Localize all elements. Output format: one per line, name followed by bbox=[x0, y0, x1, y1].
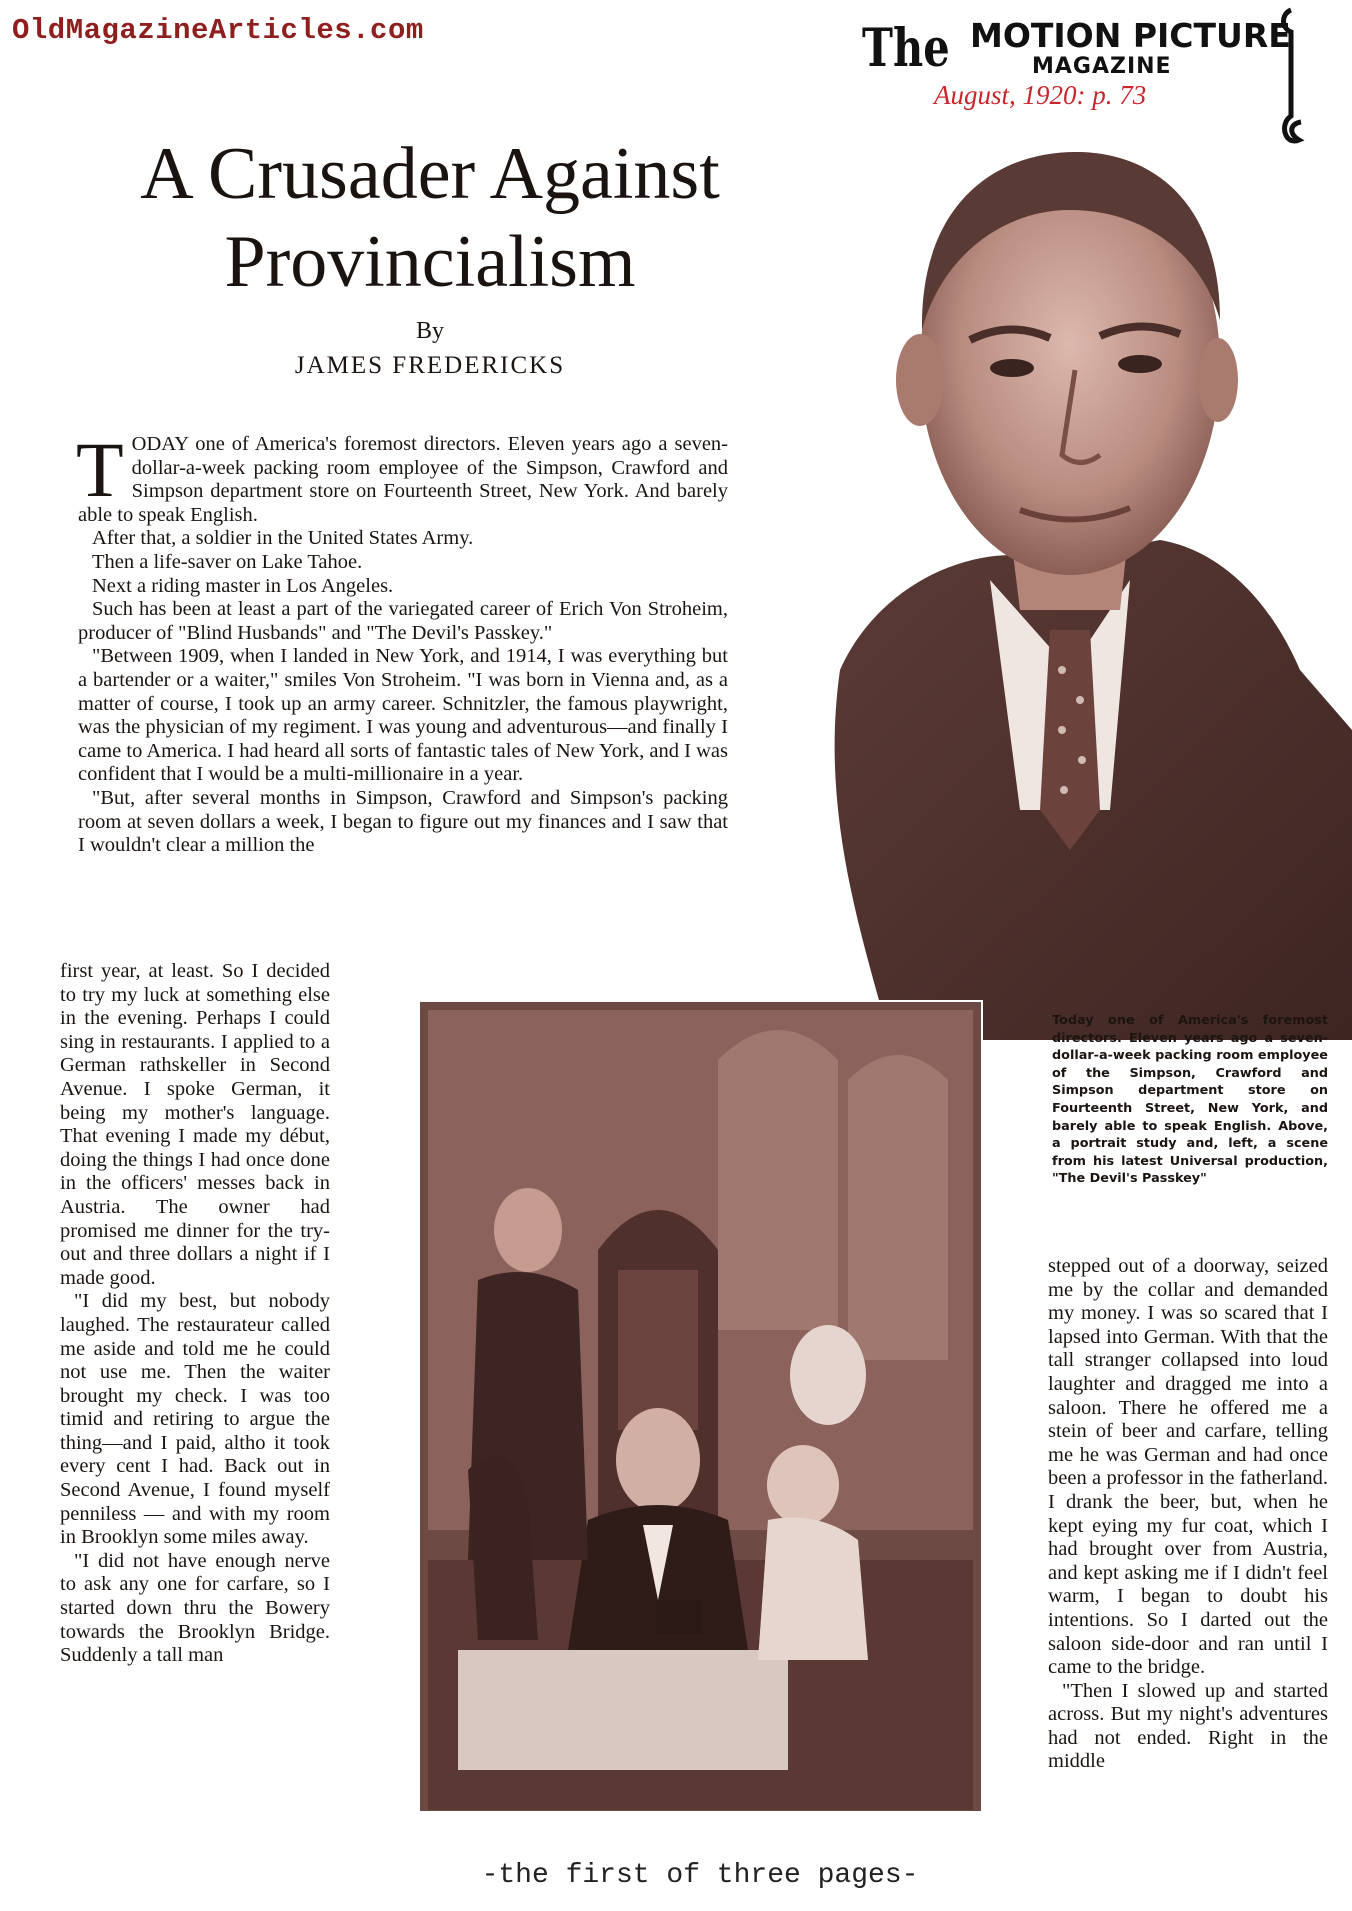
scene-photo bbox=[418, 1000, 983, 1813]
portrait-photo bbox=[800, 110, 1352, 1040]
article-paragraph: After that, a soldier in the United States Army. bbox=[92, 527, 474, 550]
article-paragraph: "Then I slowed up and started across. But my night's adventures had not ended. Right in the middle bbox=[1048, 1679, 1328, 1773]
masthead-logo-title: MOTION PICTURE bbox=[970, 16, 1291, 55]
article-paragraph: "But, after several months in Simpson, Crawford and Simpson's packing room at seven dollars a week, I began to figure out my finances and I saw that I wouldn't clear a million the bbox=[78, 786, 728, 857]
page-footer: -the first of three pages- bbox=[481, 1860, 919, 1891]
masthead-logo-sub: MAGAZINE bbox=[1032, 54, 1172, 79]
drop-cap: T bbox=[76, 426, 124, 513]
photo-caption: Today one of America's foremost directors. Eleven years ago a seven-dollar-a-week packing room employee of the Simpson, Crawford and Simpson department store on Fourteenth Street, New York, and barely able to speak English. Above, a portrait study and, left, a scene from his latest Universal production, "The Devil's Passkey" bbox=[1052, 1013, 1328, 1187]
article-paragraph: Such has been at least a part of the variegated career of Erich Von Stroheim, producer of "Blind Husbands" and "The Devil's Passkey." bbox=[78, 598, 728, 644]
article-body-wide bbox=[76, 426, 728, 858]
article-paragraph: "Between 1909, when I landed in New York, and 1914, I was everything but a bartender or a waiter," smiles Von Stroheim. "I was born in Vienna and, as a matter of course, I took up an army career. Schnitzler, the famous playwright, was the physician of my regiment. I was young and adventurous—and finally I came to America. I had heard all sorts of fantastic tales of New York, and I was confident that I would be a multi-millionaire in a year. bbox=[78, 645, 728, 786]
article-paragraph: stepped out of a doorway, seized me by the collar and demanded my money. I was so scared that I lapsed into German. With that the tall stranger collapsed into loud laughter and dragged me into a saloon. There he offered me a stein of beer and carfare, telling me he was German and had once been a professor in the fatherland. I drank the beer, but, when he kept eying my fur coat, which I had brought over from Austria, and kept asking me if I didn't feel warm, I began to doubt his intentions. So I darted out the saloon side-door and ran until I came to the bridge. bbox=[1048, 1255, 1328, 1679]
article-paragraph: Then a life-saver on Lake Tahoe. bbox=[92, 550, 363, 573]
article-paragraph: TODAY one of America's foremost directors. Eleven years ago a seven-dollar-a-week packing room employee of the Simpson, Crawford and Simpson department store on Fourteenth Street, New York. And barely able to speak English. bbox=[76, 426, 728, 526]
article-title bbox=[30, 130, 830, 306]
article-paragraph: first year, at least. So I decided to try my luck at something else in the evening. Perhaps I could sing in restaurants. I applied to a German rathskeller in Second Avenue. I spoke German, it being my mother's language. That evening I made my début, doing the things I had once done in the officers' messes back in Austria. The owner had promised me dinner for the try-out and three dollars a night if I made good. bbox=[60, 960, 330, 1289]
article-paragraph: "I did not have enough nerve to ask any one for carfare, so I started down thru the Bowery towards the Brooklyn Bridge. Suddenly a tall man bbox=[60, 1549, 330, 1667]
article-paragraph: "I did my best, but nobody laughed. The restaurateur called me aside and told me he could not use me. Then the waiter brought my check. I was too timid and retiring to argue the thing—and I paid, altho it took every cent I had. Back out in Second Avenue, I found myself penniless — and with my room in Brooklyn some miles away. bbox=[60, 1290, 330, 1549]
article-title-line-2: Provincialism bbox=[224, 221, 636, 303]
byline-by: By bbox=[415, 318, 444, 344]
site-name[interactable]: OldMagazineArticles.com bbox=[12, 14, 424, 47]
article-body-right bbox=[1048, 1255, 1328, 1774]
masthead-logo-the: The bbox=[862, 18, 950, 79]
article-paragraph: Next a riding master in Los Angeles. bbox=[92, 574, 394, 597]
article-body-left bbox=[60, 960, 330, 1668]
issue-info: August, 1920: p. 73 bbox=[934, 80, 1147, 110]
article-title-line-1: A Crusader Against bbox=[140, 133, 720, 215]
byline-author: JAMES FREDERICKS bbox=[294, 352, 566, 379]
